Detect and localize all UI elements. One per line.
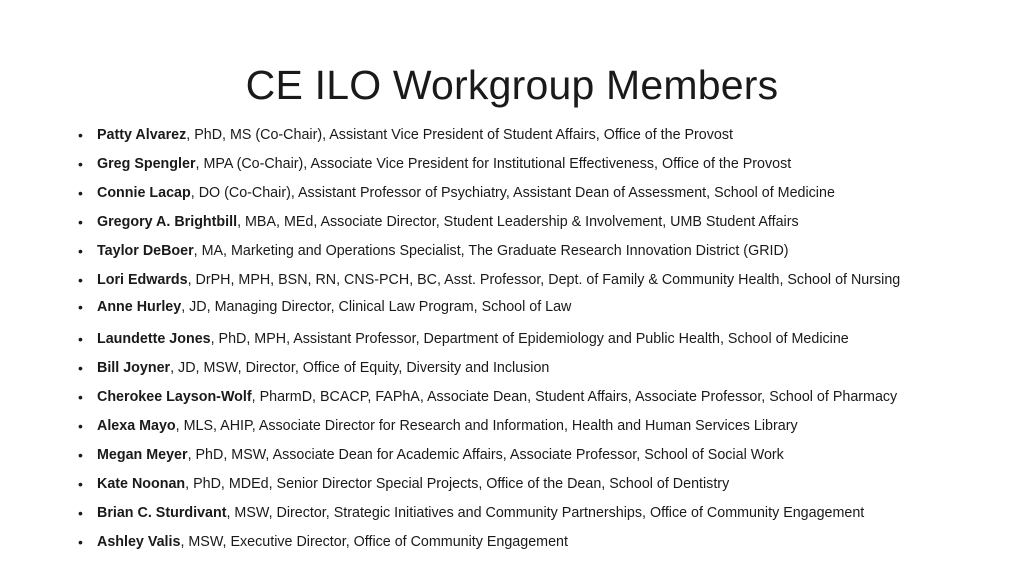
list-item — [78, 184, 1008, 203]
slide-title: CE ILO Workgroup Members — [245, 62, 779, 108]
bullet: • — [78, 389, 83, 405]
member-name: Laundette Jones — [97, 331, 211, 347]
bullet: • — [78, 299, 83, 315]
bullet: • — [78, 447, 83, 463]
list-item — [78, 126, 1008, 145]
member-details: , MA, Marketing and Operations Specialist, The Graduate Research Innovation District (GRID) — [193, 243, 789, 259]
bullet: • — [78, 476, 83, 492]
member-name: Anne Hurley — [97, 299, 182, 315]
member-details: , MPA (Co-Chair), Associate Vice President for Institutional Effectiveness, Office of the Provost — [195, 156, 792, 172]
list-item — [78, 213, 1008, 232]
member-details: , PhD, MDEd, Senior Director Special Projects, Office of the Dean, School of Dentistry — [185, 476, 730, 492]
bullet: • — [78, 156, 83, 172]
member-details: , MBA, MEd, Associate Director, Student Leadership & Involvement, UMB Student Affairs — [237, 214, 799, 230]
list-item — [78, 242, 1008, 261]
member-name: Gregory A. Brightbill — [97, 214, 238, 230]
bullet: • — [78, 505, 83, 521]
bullet: • — [78, 360, 83, 376]
bullet: • — [78, 243, 83, 259]
member-details: , PhD, MPH, Assistant Professor, Department of Epidemiology and Public Health, School of Medicine — [210, 331, 849, 347]
list-item — [78, 417, 1008, 436]
list-item — [78, 446, 1008, 465]
member-name: Kate Noonan — [97, 476, 186, 492]
list-item — [78, 475, 1008, 494]
bullet: • — [78, 534, 83, 550]
list-item — [78, 504, 1008, 523]
bullet: • — [78, 331, 83, 347]
member-name: Taylor DeBoer — [97, 243, 194, 259]
bullet: • — [78, 127, 83, 143]
member-list — [78, 126, 1008, 552]
member-name: Cherokee Layson-Wolf — [97, 389, 252, 405]
member-name: Connie Lacap — [97, 185, 191, 201]
bullet: • — [78, 272, 83, 288]
member-name: Ashley Valis — [97, 534, 181, 550]
list-item — [78, 330, 1008, 349]
list-item — [78, 533, 1008, 552]
member-name: Megan Meyer — [97, 447, 188, 463]
member-name: Bill Joyner — [97, 360, 171, 376]
member-details: , PhD, MSW, Associate Dean for Academic Affairs, Associate Professor, School of Social Work — [187, 447, 784, 463]
member-name: Brian C. Sturdivant — [97, 505, 227, 521]
member-details: , DO (Co-Chair), Assistant Professor of Psychiatry, Assistant Dean of Assessment, School of Medicine — [190, 185, 835, 201]
member-details: , MLS, AHIP, Associate Director for Research and Information, Health and Human Services Library — [175, 418, 798, 434]
member-details: , MSW, Executive Director, Office of Community Engagement — [180, 534, 568, 550]
member-name: Alexa Mayo — [97, 418, 176, 434]
list-item — [78, 388, 1008, 407]
member-details: , MSW, Director, Strategic Initiatives and Community Partnerships, Office of Community Engagement — [226, 505, 865, 521]
bullet: • — [78, 418, 83, 434]
member-details: , DrPH, MPH, BSN, RN, CNS-PCH, BC, Asst. Professor, Dept. of Family & Community Health, School of Nursing — [187, 272, 901, 288]
list-item — [78, 359, 1008, 378]
list-item — [78, 155, 1008, 174]
member-details: , PhD, MS (Co-Chair), Assistant Vice President of Student Affairs, Office of the Provost — [186, 127, 733, 143]
bullet: • — [78, 185, 83, 201]
member-name: Greg Spengler — [97, 156, 196, 172]
member-details: , JD, Managing Director, Clinical Law Program, School of Law — [181, 299, 572, 315]
list-item — [78, 271, 1008, 290]
bullet: • — [78, 214, 83, 230]
list-item — [78, 298, 1008, 317]
member-details: , PharmD, BCACP, FAPhA, Associate Dean, Student Affairs, Associate Professor, School of Pharmacy — [251, 389, 898, 405]
member-name: Patty Alvarez — [97, 127, 187, 143]
member-details: , JD, MSW, Director, Office of Equity, Diversity and Inclusion — [170, 360, 550, 376]
member-name: Lori Edwards — [97, 272, 188, 288]
